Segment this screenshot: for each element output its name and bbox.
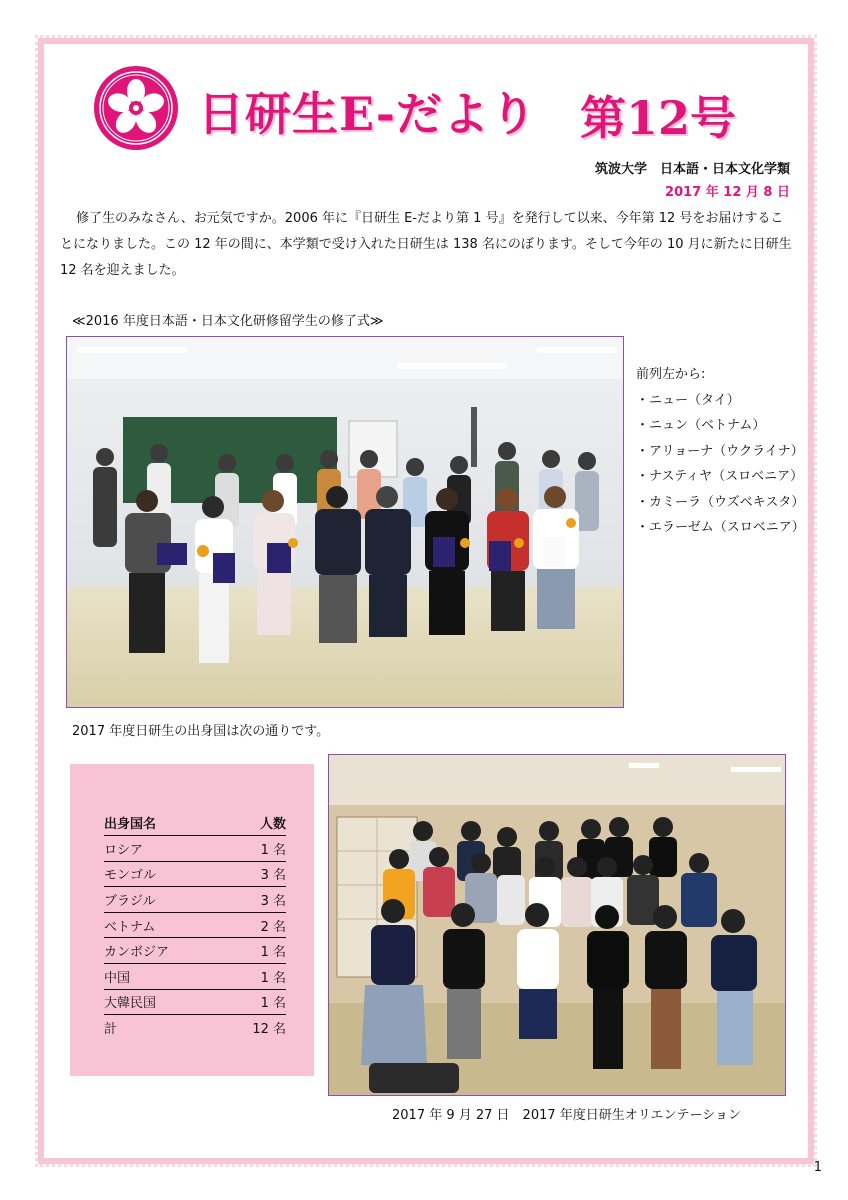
- graduation-ceremony-photo: [66, 336, 624, 708]
- issue-number: 第12号: [580, 91, 737, 145]
- count-cell: 2 名: [224, 912, 286, 938]
- count-cell: 3 名: [224, 887, 286, 913]
- total-label: 計: [104, 1022, 118, 1038]
- front-row-item: ・ナスティヤ（スロベニア）: [636, 469, 804, 484]
- country-cell: 大韓民国: [104, 989, 224, 1015]
- count-cell: 1 名: [224, 836, 286, 862]
- table-row: [104, 938, 286, 964]
- university-logo: [92, 64, 180, 152]
- front-row-list: [636, 362, 805, 541]
- total-count: 12 名: [252, 1022, 286, 1038]
- count-cell: 3 名: [224, 861, 286, 887]
- countries-table: [104, 810, 286, 1040]
- front-row-item: ・エラーゼム（スロベニア）: [636, 520, 805, 535]
- front-row-heading: 前列左から:: [636, 367, 706, 382]
- country-cell: モンゴル: [104, 861, 224, 887]
- page-number: 1: [813, 1160, 822, 1175]
- header-country: 出身国名: [104, 810, 224, 836]
- table-row: [104, 912, 286, 938]
- orientation-photo: [328, 754, 786, 1096]
- count-cell: 1 名: [224, 964, 286, 990]
- header-count: 人数: [224, 810, 286, 836]
- table-row: [104, 836, 286, 862]
- country-cell: カンボジア: [104, 938, 224, 964]
- newsletter-title: 日研生E-だより: [198, 87, 538, 141]
- front-row-item: ・カミーラ（ウズベキスタ）: [636, 494, 805, 510]
- department-name: 筑波大学 日本語・日本文化学類: [594, 162, 790, 177]
- front-row-item: ・ニュー（タイ）: [636, 392, 740, 408]
- ceremony-caption: ≪2016 年度日本語・日本文化研修留学生の修了式≫: [72, 314, 384, 329]
- country-cell: 中国: [104, 964, 224, 990]
- orientation-caption: 2017 年 9 月 27 日 2017 年度日研生オリエンテーション: [392, 1108, 741, 1123]
- countries-intro: 2017 年度日研生の出身国は次の通りです。: [72, 724, 330, 739]
- total-row: [104, 1015, 286, 1041]
- table-row: [104, 989, 286, 1015]
- count-cell: 1 名: [224, 938, 286, 964]
- country-cell: ロシア: [104, 836, 224, 862]
- intro-paragraph: 修了生のみなさん、お元気ですか。2006 年に『日研生 E-だより第 1 号』を発行して以来、今年第 12 号をお届けすることになりました。この 12 年の間に、本学類で受け入れた日研生は 138 名にのぼります。そして今年の 10 月に新たに日研生 12 名を迎えました。: [60, 211, 792, 278]
- count-cell: 1 名: [224, 989, 286, 1015]
- country-cell: ブラジル: [104, 887, 224, 913]
- front-row-item: ・ニュン（ベトナム）: [636, 418, 766, 433]
- publication-date: 2017 年 12 月 8 日: [665, 185, 790, 200]
- front-row-item: ・アリョーナ（ウクライナ）: [636, 443, 804, 459]
- table-row: [104, 964, 286, 990]
- table-row: [104, 861, 286, 887]
- table-row: [104, 887, 286, 913]
- country-cell: ベトナム: [104, 912, 224, 938]
- countries-box: [70, 764, 314, 1076]
